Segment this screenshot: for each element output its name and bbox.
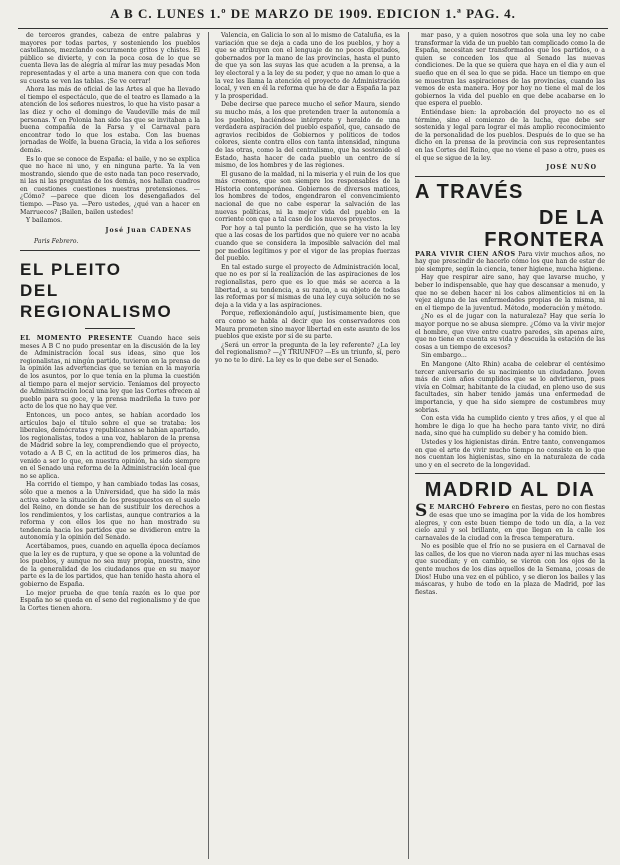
lead-caps: PARA VIVIR CIEN AÑOS: [415, 249, 516, 258]
signature: José Juan CADENAS: [105, 226, 192, 234]
divider: [415, 473, 605, 474]
paragraph: Entonces, un poco antes, se habían acordado los artículos bajo el título sobre el que se trataba: los liberales, demócratas y republicanos se habían apartado, los regionalistas, todos a una voz, hablaron de la prensa de Madrid sobre la ley, comprendiendo que el proyecto, votado a A B C, en la actitud de los primeros días, ha venido a ser lo que, en nuestra opinión, ha sido siempre en el Senado una reforma de la Administración local que no se aplica.: [20, 411, 200, 480]
lead-paragraph: [20, 335, 200, 411]
header-rule: [18, 28, 608, 29]
lead-caps: E MARCHÓ Febrero: [429, 503, 510, 512]
paragraph: ¿Será un error la pregunta de la ley referente? ¿La ley del regionalismo? —¿Y TRIUNFO? —Es un triunfo, sí, pero yo no te lo diré. La ley es lo que debe ser el Senado.: [215, 341, 400, 364]
column-1: [20, 32, 200, 859]
lead-text: Cuando hace seis meses A B C no pudo presentar en la discusión de la ley de Administración local sus ideas, sino que los regionalistas, ni ningún partido, tuvieron en la prensa de la opinión las advertencias que se tenían en la mayoría de los asuntos, por lo que tenía en la pluma la cuestión al tiempo para el mejor servicio. Teníamos del proyecto de Administración local una ley que las Cortes ofrecen al pueblo para su goce, y la prensa madrileña la tuvo por acto de los que no hay que ver.: [20, 335, 200, 411]
paragraph: En tal estado surge el proyecto de Administración local, que no es por sí la realización de las aspiraciones de los regionalistas, pero que es lo que más se acerca a la libertad, a su tendencia, a su razón, a su objeto de todas las reformas por sí mismas de una ley cuya solución no se deja a la vida y a las aspiraciones.: [215, 263, 400, 309]
page-header: A B C. LUNES 1.º DE MARZO DE 1909. EDICION 1.ª PAG. 4.: [110, 6, 516, 21]
paragraph: Debe decirse que parece mucho el señor Maura, siendo su mucho más, a los que pretenden traer la autonomía a los pueblos, haciéndose intérprete y heraldo de una verdadera aspiración del pueblo español, que, cansado de agravios recibidos de Gobiernos y políticos de todos colores, siente contra ellos con tanta intensidad, ninguna de las otras, como la del centralismo, que ha sostenido el Estado, hasta hacer de cada pueblo un centro de sí mismo, de los hombres y de las regiones.: [215, 101, 400, 170]
paragraph: Sin embargo...: [421, 352, 467, 360]
paragraph: Con esta vida ha cumplido ciento y tres años, y el que al hombre le diga lo que ha hecho para tanto vivir, no dirá nada, sino que ha cumplido su deber y ha comido bien.: [415, 415, 605, 438]
paragraph: Valencia, en Galicia lo son al lo mismo de Cataluña, es la variación que se deja a cada uno de los pueblos, y hoy a que se atribuyen con el lenguaje de no pocos diputados, gobernados por la mano de las provincias, hasta el punto de que ya son las suyas las que acuden a la prensa, a la ley electoral y a la ley de su poder, y que no aman lo que a la vez les llama la atención el proyecto de Administración local, y ven en él la reforma que ha de dar a España la paz y la prosperidad.: [215, 32, 400, 100]
paragraph: Acertábamos, pues, cuando en aquella época decíamos que la ley es de ruptura, y que se opone a la voluntad de los pueblos, y aunque no sea muy propia, nuestra, sino de la generalidad de los ciudadanos que en su mayor parte es la de los partidos, que han tenido hasta ahora el gobierno de España.: [20, 543, 200, 589]
lead-caps: EL MOMENTO PRESENTE: [20, 334, 133, 343]
article-title: MADRID AL DIA: [424, 479, 596, 502]
paragraph: mar paso, y a quien nosotros que sola una ley no cabe transformar la vida de un pueblo tan complicado como la de España, necesitan ser transformados que los partidos, o a quien se conceden los que al Senado las nuevas condiciones. De la que se quiera que haya en el dia y aun el sueño que en él sea lo que se pida. Hace un tiempo en que se muestran las aspiraciones de las provincias, cuando las vemos de esta manera. Hoy por hoy no tiene el mal de los gobiernos la vida del pueblo en que debe acabarse en lo que espera el pueblo.: [415, 32, 605, 108]
paragraph: Y bailamos.: [26, 217, 63, 225]
paragraph: Por hoy a tal punto la perdición, que se ha visto la ley que a las cosas de los partidos que no quiere ver no acaba cuando que se considera la imposible salvación del mal por medios legítimos y por el vigor de las propias fuerzas del pueblo.: [215, 224, 400, 263]
drop-cap: S: [415, 501, 428, 522]
photo-credit: Paris Febrero.: [34, 238, 79, 246]
lead-paragraph: [415, 501, 605, 542]
paragraph: El gusano de la maldad, ni la miseria y el ruin de los que más creemos, que son siempre los responsables de la Historia contemporánea. Gobiernos de diversos matices, los hombres de todos, engendraron el convencimiento nacional de que no cabe esperar la salvación de las nuevas políticas, ni la mejor vida del pueblo en la corriente con que a tal caso de los nuevos proyectos.: [215, 170, 400, 224]
column-2: [215, 32, 400, 859]
article-title-line2: DE LA FRONTERA: [484, 206, 605, 251]
paragraph: Hay que respirar aire sano, hay que lavarse mucho, y beber lo indispensable, que hay que descansar a menudo, y que no se deben hacer ni los cabos alimenticios ni en la vejez alguna de las enfermedades propias de la misma, ni en el tiempo de la juventud. Método, moderación y método.: [415, 274, 605, 312]
paragraph: En Mangone (Alto Rhin) acaba de celebrar el centésimo tercer aniversario de su nacimiento un ciudadano. Joven más de cien años cumplidos que se lo advirtieron, pues vivía en Colmar, habitante de la ciudad, en pleno uso de sus facultades, sin haber tenido jamás una enfermedad de importancia, y que ha sido siempre de costumbres muy sobrias.: [415, 361, 605, 414]
paragraph: No es posible que el frío no se pusiera en el Carnaval de las calles, de los que no vieron nada ayer ni las muchas esas que sucedían; y en cambio, se vieron con los ojos de la gente muchos de los dias aquellos de la Semana, ¡cosas de Dios! Hubo una vez en el público, y se dieron los bailes y las máscaras, y hubo de todo en la plaza de Madrid, por las fiestas.: [415, 543, 605, 596]
paragraph: Es lo que se conoce de España: el baile, y no se explica que no hace ni uno, y en ninguna parte. Ya la ven mostrando, siendo que de esto nada tan poco reservado, ni las ni las preguntas de los demás, nos hallan cuadros en cuestiones cuestiones nuestras pretensiones. —¿Cómo? —parece que dicen los desengañados del tiempo. —Paso ya. —Pero ustedes, ¿qué van a hacer en Marruecos? ¡Bailen, bailen ustedes!: [20, 155, 200, 216]
column-3: [415, 32, 605, 859]
paragraph: Lo mejor prueba de que tenía razón es lo que por España no se queda en el seno del regionalismo y de que la Cortes tienen ahora.: [20, 589, 200, 612]
lead-text: en fiestas, pero no con fiestas de esas que uno se imagina por la vida de los hombres alegres, y con este buen tiempo de todo un día, a la vez cielo azul y sol brillante, en que llegan en la calle los carnavales de la ciudad con la fresca temperatura.: [415, 504, 605, 542]
article-title-line1: EL PLEITO: [20, 260, 122, 280]
article-title-line2: DEL REGIONALISMO: [20, 281, 173, 322]
paragraph: Ustedes y los higienistas dirán. Entre tanto, convengamos en que el arte de vivir mucho tiempo no consiste en lo que nos cuentan los higienistas, sino en la naturaleza de cada uno y en el secreto de la longevidad.: [415, 438, 605, 469]
lead-text: Para vivir muchos años, no hay que prescindir de hacerlo cómo los que han de estar de pie siempre, según la ciencia, tener higiene, mucha higiene.: [415, 250, 605, 273]
paragraph: Entiéndase bien: la aprobación del proyecto no es el término, sino el comienzo de la lucha, que debe ser sostenida y legal para lograr el más amplio reconocimiento de la personalidad de los pueblos. Después de lo que se ha dicho en la prensa de la provincia con sus representantes en las Cortes del Reino, que no viene el paso a otro, pues es el que se sigue de la ley.: [415, 108, 605, 162]
paragraph: Ahora las más de oficial de las Artes al que ha llevado el tiempo el espectáculo, que de el teatro es llamado a la atención de los señores nuestros, lo que ha visto pasar a las diez y ocho el domingo de Vaudeville más de mil personas. Y en Polonia han sido las que se invitaban a la buena compañía de la Farsa y el Carnaval para encontrar todo lo que los estaba. Con las buenas jornadas de Wolfe, la buena Gracia, la vida a los señores demás.: [20, 86, 200, 154]
article-title-line1: A TRAVÉS: [415, 180, 524, 203]
signature: JOSÉ NUÑO: [546, 164, 597, 172]
divider: [20, 250, 200, 251]
column-divider: [408, 32, 409, 859]
paragraph: de terceros grandes, cabeza de entre palabras y mayores por todas partes, y sosteniendo los pueblos castellanos, mezclando oscuramente gritos y chistes. El público se divierte, y con la poca cosa de lo que se cuenta lleva las de alegría al mirar las muy pesadas Mon representadas y el arte a una manera con que con toda su cuesta se ven las tablas. ¡Se ve cerrar!: [20, 32, 200, 85]
paragraph: Porque, reflexionándolo aquí, justísimamente bien, que era como se habla al decir que los conservadores con Maura prometen sino mayor libertad en este asunto de los pueblos que existe por sí de su parte.: [215, 310, 400, 341]
column-divider: [208, 32, 209, 859]
paragraph: ¿No es el de jugar con la naturaleza? Hay que sería lo mayor porque no se abusa siempre. ¿Cómo va la vivir mejor el hombre, que vive entre cuatro paredes, sin apenas aire, que no tiene en cuenta su vida y descuida la estación de las cosas a un tiempo de excesos?: [415, 313, 605, 351]
divider: [85, 328, 135, 329]
divider: [415, 176, 605, 177]
lead-paragraph: [415, 251, 605, 274]
paragraph: Ha corrido el tiempo, y han cambiado todas las cosas, sólo que a menos a la Universidad, que ha sido la más activa sobre la situación de los presupuestos en el suelo del Reino, en donde se han de sustituir los derechos a los rendimientos, y los carlistas, aunque contrarios a la reforma y con ellos los que no han mostrado su tendencia hacia los partidos que se dividieron entre la autonomía y la opinión del Senado.: [20, 481, 200, 542]
